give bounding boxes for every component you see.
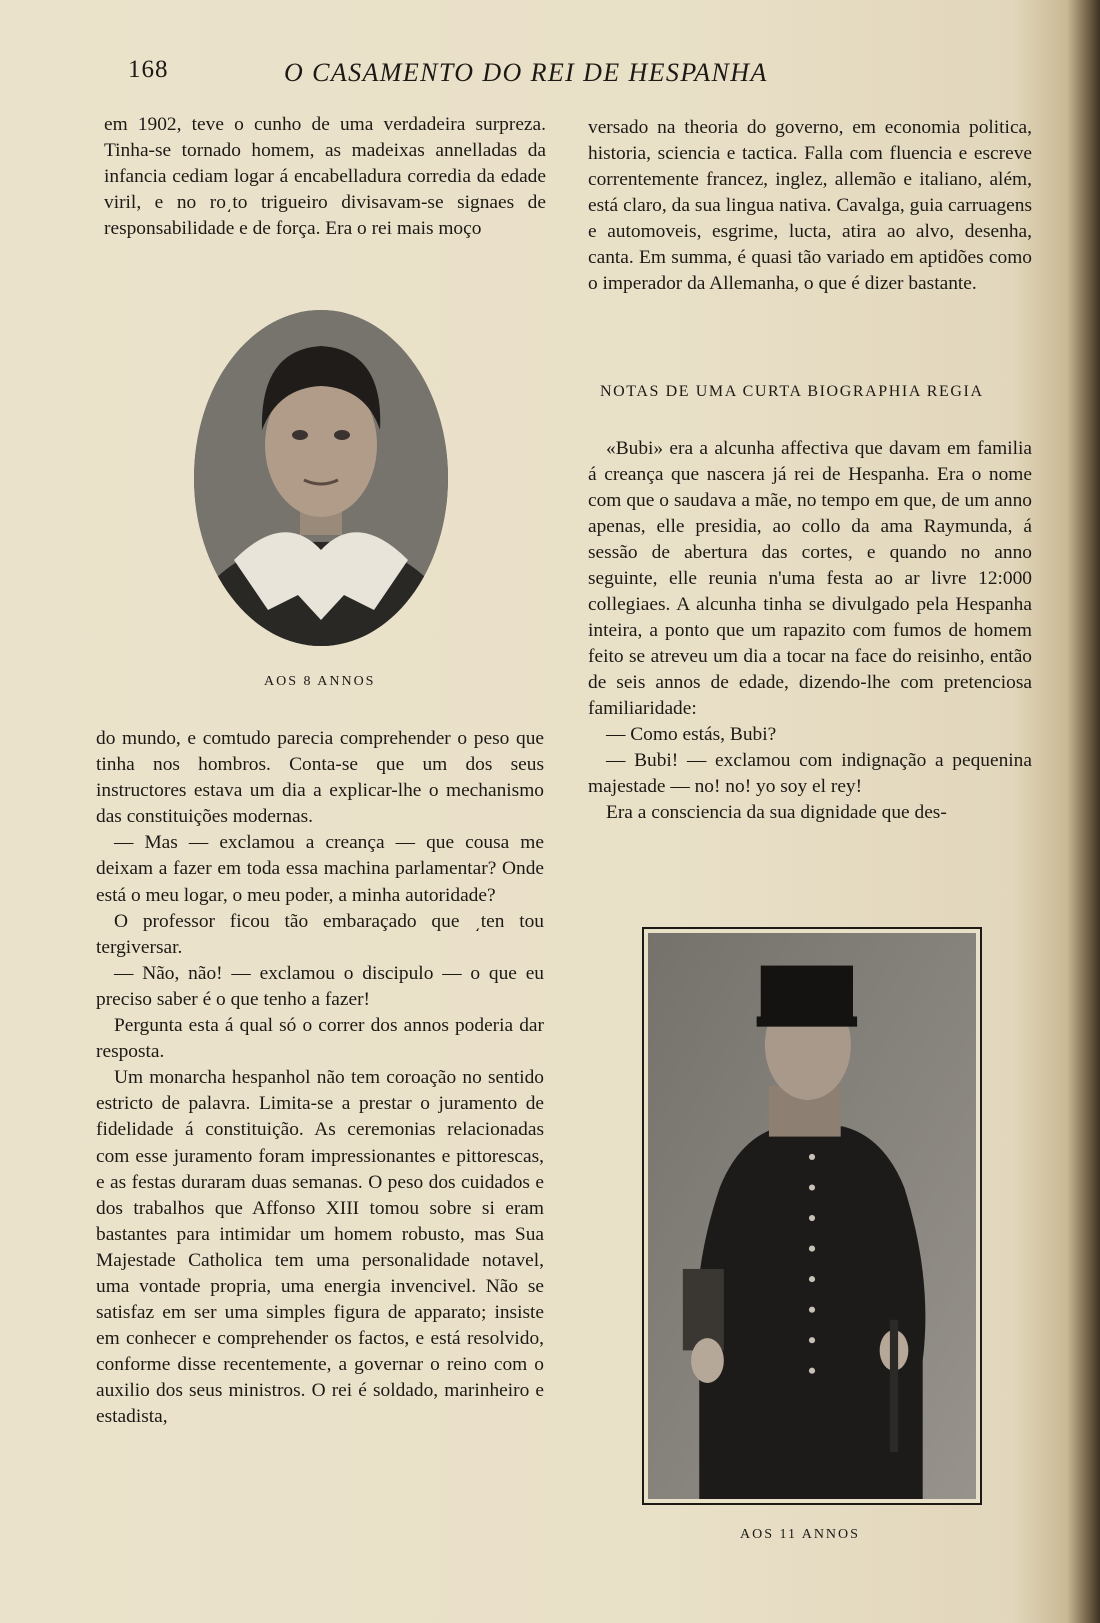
paragraph: Era a consciencia da sua dignidade que des- (606, 802, 947, 823)
left-column-bottom (96, 726, 544, 1431)
page-header (128, 56, 858, 96)
paragraph: do mundo, e comtudo parecia comprehender o peso que tinha nos hombros. Conta-se que um dos seus instructores estava um dia a explicar-lhe o mechanismo das constituições modernas. (96, 728, 544, 828)
page-number: 168 (128, 56, 169, 83)
figure-caption: AOS 8 ANNOS (264, 674, 376, 689)
paragraph: «Bubi» era a alcunha affectiva que davam em familia á creança que nascera já rei de Hespanha. Era o nome com que o saudava a mãe, no tempo em que, de um anno apenas, elle presidia, ao collo da ama Raymunda, á sessão de abertura das cortes, e quando no anno seguinte, elle reunia n'uma festa ao ar livre 12:000 collegiaes. A alcunha tinha se divulgado pela Hespanha inteira, a ponto que um rapazito com fumos de homem feito se atreveu um dia a tocar na face do reisinho, então de seis annos de edade, dizendo-lhe com pretenciosa familiaridade: (588, 438, 1032, 719)
section-heading: NOTAS DE UMA CURTA BIOGRAPHIA REGIA (600, 383, 984, 400)
portrait-age-11-image (642, 927, 982, 1505)
paragraph: — Não, não! — exclamou o discipulo — o que eu preciso saber é o que tenho a fazer! (96, 962, 544, 1010)
portrait-age-8-image (194, 310, 448, 646)
paragraph: versado na theoria do governo, em economia politica, historia, sciencia e tactica. Falla com fluencia e escreve correntemente francez, inglez, allemão e italiano, além, está claro, da sua lingua nativa. Cavalga, guia carruagens e automoveis, esgrime, lucta, atira ao alvo, desenha, canta. Em summa, é quasi tão variado em aptidões como o imperador da Allemanha, o que é dizer bastante. (588, 117, 1032, 294)
paragraph: Um monarcha hespanhol não tem coroação no sentido estricto de palavra. Limita-se a prestar o juramento de fidelidade á constituição. As ceremonias relacionadas com esse juramento foram impressionantes e pittorescas, e as festas duraram duas semanas. O peso dos cuidados e dos trabalhos que Affonso XIII tomou sobre si eram bastantes para intimidar um homem robusto, mas Sua Majestade Catholica tem uma personalidade notavel, uma vontade propria, uma energia invencivel. Não se satisfaz em ser uma simples figura de apparato; insiste em conhecer e comprehender os factos, e está resolvido, conforme disse recentemente, a governar o reino com o auxilio dos seus ministros. O rei é soldado, marinheiro e estadista, (96, 1067, 544, 1428)
paragraph: — Bubi! — exclamou com indignação a pequenina majestade — no! no! yo soy el rey! (588, 750, 1032, 797)
paragraph: Pergunta esta á qual só o correr dos annos poderia dar resposta. (96, 1015, 544, 1063)
paragraph: — Mas — exclamou a creança — que cousa me deixam a fazer em toda essa machina parlamentar? Onde está o meu logar, o meu poder, a minha autoridade? (96, 832, 544, 906)
paragraph: em 1902, teve o cunho de uma verdadeira surpreza. Tinha-se tornado homem, as madeixas annelladas da infancia cediam logar á encabelladura corredia da edade viril, e no ro͵to trigueiro divisavam-se signaes de responsabilidade e de força. Era o rei mais moço (104, 114, 546, 239)
running-title: O CASAMENTO DO REI DE HESPANHA (284, 58, 768, 87)
left-column-top (104, 112, 546, 242)
right-column-middle (588, 436, 1032, 826)
paragraph: — Como estás, Bubi? (606, 724, 777, 745)
figure-caption: AOS 11 ANNOS (740, 1527, 860, 1542)
right-column-top (588, 115, 1032, 297)
paragraph: O professor ficou tão embaraçado que ͵ten tou tergiversar. (96, 910, 544, 958)
